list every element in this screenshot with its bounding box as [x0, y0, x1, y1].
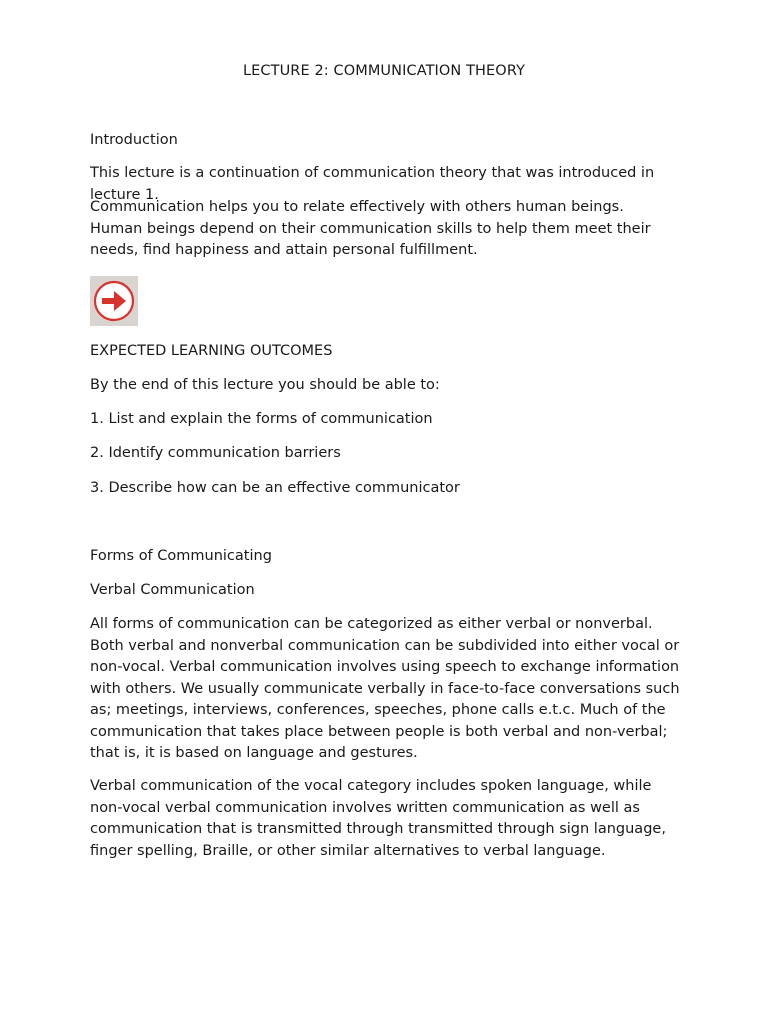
right-arrow-circle-icon — [92, 279, 136, 323]
outcomes-lead: By the end of this lecture you should be able to: — [90, 377, 440, 393]
page-title: LECTURE 2: COMMUNICATION THEORY — [242, 63, 526, 79]
intro-paragraph-1: This lecture is a continuation of communication theory that was introduced in lecture 1. — [90, 165, 655, 203]
outcomes-heading: EXPECTED LEARNING OUTCOMES — [90, 343, 333, 359]
outcome-item-3: 3. Describe how can be an effective communicator — [90, 480, 460, 496]
intro-paragraph-2: Communication helps you to relate effectively with others human beings. Human beings depend on their communication skills to help them meet their needs, find happiness and attain personal fulfillment. — [90, 199, 651, 258]
arrow-icon-box — [90, 276, 138, 326]
outcome-item-1: 1. List and explain the forms of communication — [90, 411, 433, 427]
verbal-paragraph-1: All forms of communication can be categorized as either verbal or nonverbal. Both verbal and nonverbal communication can be subdivided into either vocal or non-vocal. Verbal communication involves using speech to exchange information with others. We usually communicate verbally in face-to-face conversations such as; meetings, interviews, conferences, speeches, phone calls e.t.c. Much of the communication that takes place between people is both verbal and non-verbal; that is, it is based on language and gestures. — [90, 616, 680, 761]
intro-heading: Introduction — [90, 132, 178, 148]
verbal-heading: Verbal Communication — [90, 582, 255, 598]
outcome-item-2: 2. Identify communication barriers — [90, 445, 341, 461]
forms-heading: Forms of Communicating — [90, 548, 272, 564]
verbal-paragraph-2: Verbal communication of the vocal category includes spoken language, while non-vocal verbal communication involves written communication as well as communication that is transmitted through transmitted through sign language, finger spelling, Braille, or other similar alternatives to verbal language. — [90, 778, 666, 859]
